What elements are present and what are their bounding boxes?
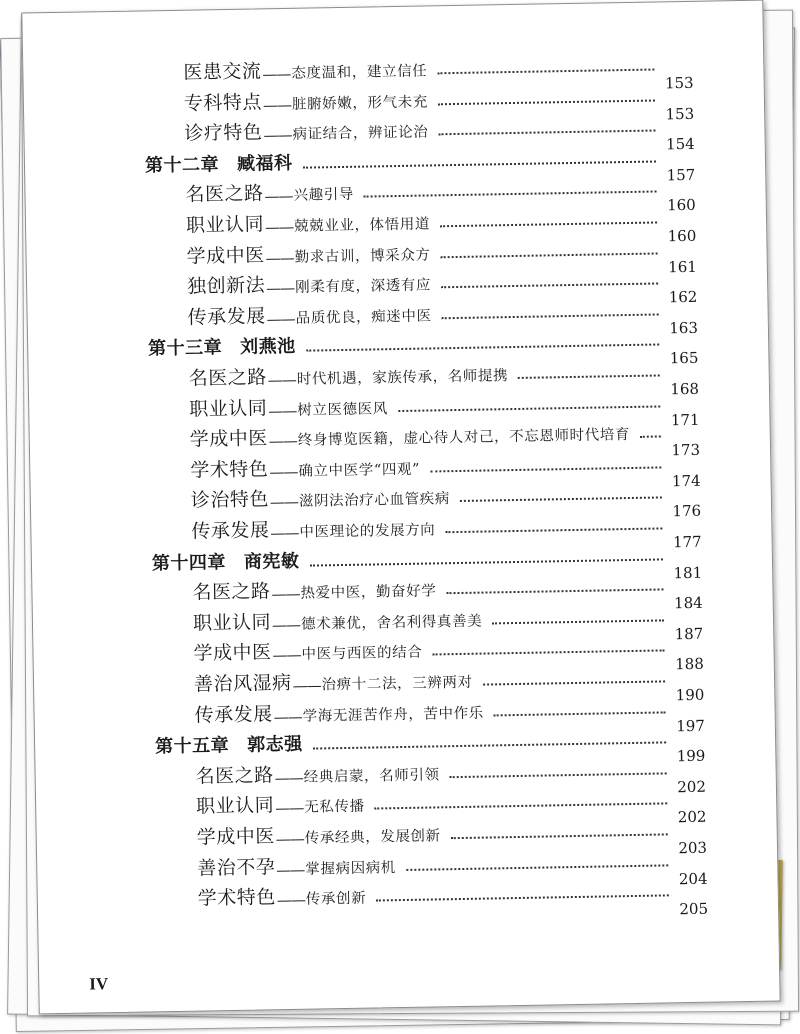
page-number: 184 [673, 593, 703, 613]
toc-section-row[interactable] [193, 662, 705, 705]
dot-leader [518, 373, 660, 378]
toc-section-row[interactable] [190, 448, 701, 491]
toc-section-row[interactable] [197, 845, 708, 888]
page-number: 181 [673, 563, 703, 582]
toc-chapter-row[interactable] [144, 142, 696, 185]
section-title: 传承发展 [194, 702, 273, 727]
em-dash: —— [273, 707, 302, 726]
section-subtitle: 终身博览医籍，虚心待人对己，不忘恩师时代培育 [297, 427, 631, 449]
dot-leader [440, 220, 657, 227]
section-subtitle: 兢兢业业，体悟用道 [293, 216, 431, 235]
toc-page [21, 0, 780, 1014]
em-dash: —— [274, 768, 303, 788]
chapter-person-name: 商宪敏 [243, 550, 300, 573]
section-title: 学成中医 [186, 243, 265, 268]
page-number: 168 [670, 379, 700, 399]
toc-section-row[interactable] [186, 233, 698, 276]
em-dash: —— [275, 829, 304, 849]
section-subtitle: 中医与西医的结合 [301, 645, 423, 664]
dot-leader [483, 679, 666, 685]
section-title: 职业认同 [189, 396, 268, 421]
em-dash: —— [271, 615, 301, 635]
dot-leader [441, 282, 658, 289]
page-number: 160 [667, 226, 697, 246]
section-subtitle: 态度温和，建立信任 [291, 63, 428, 82]
em-dash: —— [267, 370, 296, 390]
toc-section-row[interactable] [192, 601, 704, 644]
toc-section-row[interactable] [191, 509, 702, 552]
dot-leader [640, 435, 661, 438]
toc-section-row[interactable] [183, 80, 695, 123]
section-subtitle: 学海无涯苦作舟，苦中作乐 [302, 705, 484, 725]
section-title: 善治不孕 [197, 855, 276, 880]
page-number: 154 [665, 135, 695, 154]
page-number: 202 [677, 808, 707, 827]
page-number: 174 [671, 471, 701, 491]
section-subtitle: 经典启蒙，名师引领 [303, 767, 440, 786]
page-number: 165 [669, 349, 699, 368]
section-subtitle: 掌握病因病机 [305, 859, 397, 878]
section-subtitle: 滋阴法治疗心血管疾病 [298, 491, 451, 511]
section-subtitle: 传承经典，发展创新 [304, 828, 441, 847]
dot-leader [406, 863, 669, 871]
section-title: 专科特点 [183, 90, 263, 115]
em-dash: —— [276, 890, 306, 910]
dot-leader [313, 741, 667, 750]
section-title: 善治风湿病 [193, 671, 292, 696]
section-subtitle: 德术兼优，舍名利得真善美 [300, 613, 483, 633]
toc-section-row[interactable] [193, 631, 704, 674]
page-number: 188 [674, 655, 704, 674]
dot-leader [430, 465, 662, 472]
chapter-number: 第十二章 [144, 153, 220, 177]
em-dash: —— [263, 126, 292, 145]
chapter-number: 第十四章 [151, 551, 227, 574]
section-subtitle: 中医理论的发展方向 [299, 522, 436, 541]
page-number: 160 [666, 196, 696, 215]
chapter-person-name: 臧福科 [236, 152, 293, 175]
page-number: 203 [678, 838, 708, 858]
page-number: 162 [668, 287, 698, 307]
dot-leader [460, 496, 662, 503]
toc-section-row[interactable] [195, 754, 707, 797]
page-number: 187 [674, 624, 704, 644]
page-folio: IV [89, 974, 109, 994]
page-number: 153 [664, 73, 694, 93]
section-title: 职业认同 [192, 611, 272, 635]
em-dash: —— [271, 584, 300, 604]
section-title: 学成中医 [196, 825, 275, 849]
dot-leader [492, 618, 664, 624]
dot-leader [303, 159, 657, 168]
em-dash: —— [262, 95, 292, 114]
em-dash: —— [265, 248, 294, 267]
page-number: 153 [665, 104, 695, 123]
em-dash: —— [266, 309, 295, 329]
section-subtitle: 确立中医学“四观” [298, 461, 421, 480]
section-title: 学成中医 [193, 641, 272, 666]
section-title: 职业认同 [196, 794, 275, 819]
chapter-number: 第十五章 [154, 735, 230, 758]
section-title: 诊治特色 [190, 488, 270, 513]
section-title: 学术特色 [190, 458, 269, 482]
section-subtitle: 无私传播 [304, 799, 365, 817]
page-number: 204 [678, 869, 708, 888]
toc-chapter-row[interactable] [151, 539, 703, 582]
section-subtitle: 刚柔有度，深透有应 [295, 277, 432, 296]
toc-section-row[interactable] [185, 172, 696, 215]
dot-leader [438, 98, 655, 105]
section-subtitle: 传承创新 [305, 890, 367, 908]
dot-leader [445, 526, 662, 533]
page-number: 190 [675, 685, 705, 705]
dot-leader [451, 832, 668, 839]
page-number: 176 [672, 502, 702, 521]
section-title: 传承发展 [191, 519, 270, 543]
em-dash: —— [276, 860, 305, 879]
page-number: 173 [671, 440, 701, 460]
section-subtitle: 品质优良，痴迷中医 [295, 308, 432, 327]
section-subtitle: 勤求古训，博采众方 [294, 247, 431, 266]
em-dash: —— [268, 431, 298, 451]
toc-section-row[interactable] [197, 876, 709, 919]
section-title: 名医之路 [192, 580, 271, 604]
em-dash: —— [264, 217, 294, 237]
section-title: 独创新法 [186, 274, 266, 298]
toc-section-row[interactable] [194, 692, 706, 735]
em-dash: —— [272, 646, 301, 665]
page-number: 177 [672, 532, 702, 552]
chapter-person-name: 刘燕池 [240, 336, 296, 359]
dot-leader [306, 343, 660, 352]
section-subtitle: 热爱中医，勤奋好学 [300, 583, 437, 602]
em-dash: —— [275, 799, 304, 818]
page-number: 197 [676, 716, 706, 735]
toc-section-row[interactable] [189, 417, 701, 460]
dot-leader [376, 894, 669, 902]
chapter-person-name: 郭志强 [246, 733, 303, 756]
page-number: 199 [676, 746, 706, 766]
page-number: 171 [670, 410, 700, 429]
em-dash: —— [264, 187, 293, 206]
toc-section-row[interactable] [184, 111, 695, 154]
em-dash: —— [266, 279, 295, 298]
section-title: 学术特色 [197, 886, 277, 910]
page-number: 157 [666, 165, 696, 185]
section-title: 名医之路 [188, 366, 267, 390]
page-number: 161 [668, 257, 698, 276]
em-dash: —— [269, 493, 299, 512]
chapter-number: 第十三章 [148, 337, 223, 360]
toc-chapter-row[interactable] [154, 723, 706, 766]
page-number: 202 [677, 777, 707, 797]
section-title: 学成中医 [189, 427, 268, 451]
toc-section-row[interactable] [188, 356, 700, 399]
page-number: 163 [669, 318, 699, 338]
dot-leader [438, 129, 655, 136]
section-subtitle: 时代机遇，家族传承，名师提携 [296, 368, 509, 388]
em-dash: —— [269, 462, 298, 482]
dot-leader [375, 802, 668, 810]
dot-leader [364, 190, 657, 198]
em-dash: —— [262, 64, 291, 84]
section-subtitle: 树立医德医风 [297, 400, 389, 419]
toc-section-row[interactable] [196, 784, 707, 827]
dot-leader [450, 771, 667, 778]
dot-leader [432, 649, 665, 656]
dot-leader [398, 404, 661, 412]
toc-section-row[interactable] [190, 478, 702, 521]
em-dash: —— [292, 676, 321, 695]
section-subtitle: 脏腑娇嫩，形气未充 [291, 94, 428, 113]
section-subtitle: 病证结合，辨证论治 [292, 124, 429, 144]
dot-leader [446, 588, 663, 595]
toc-chapter-row[interactable] [148, 325, 699, 368]
section-title: 诊疗特色 [184, 121, 263, 145]
toc-section-row[interactable] [183, 50, 694, 93]
toc-section-row[interactable] [186, 264, 698, 307]
page-number: 205 [679, 899, 709, 919]
section-title: 名医之路 [195, 764, 274, 788]
section-title: 医患交流 [183, 60, 262, 84]
em-dash: —— [268, 401, 297, 420]
section-subtitle: 治痹十二法，三辨两对 [321, 674, 473, 694]
section-title: 职业认同 [185, 213, 265, 237]
dot-leader [309, 557, 663, 566]
toc-section-row[interactable] [196, 815, 708, 858]
toc-section-row[interactable] [192, 570, 703, 613]
table-of-contents [22, 1, 779, 1014]
dot-leader [441, 251, 658, 258]
toc-section-row[interactable] [189, 386, 700, 429]
toc-section-row[interactable] [187, 295, 699, 338]
section-title: 名医之路 [185, 182, 264, 207]
dot-leader [437, 68, 654, 75]
dot-leader [494, 710, 666, 716]
toc-section-row[interactable] [185, 203, 697, 246]
em-dash: —— [270, 523, 299, 543]
dot-leader [442, 312, 659, 319]
section-title: 传承发展 [187, 305, 266, 329]
section-subtitle: 兴趣引导 [293, 187, 355, 205]
